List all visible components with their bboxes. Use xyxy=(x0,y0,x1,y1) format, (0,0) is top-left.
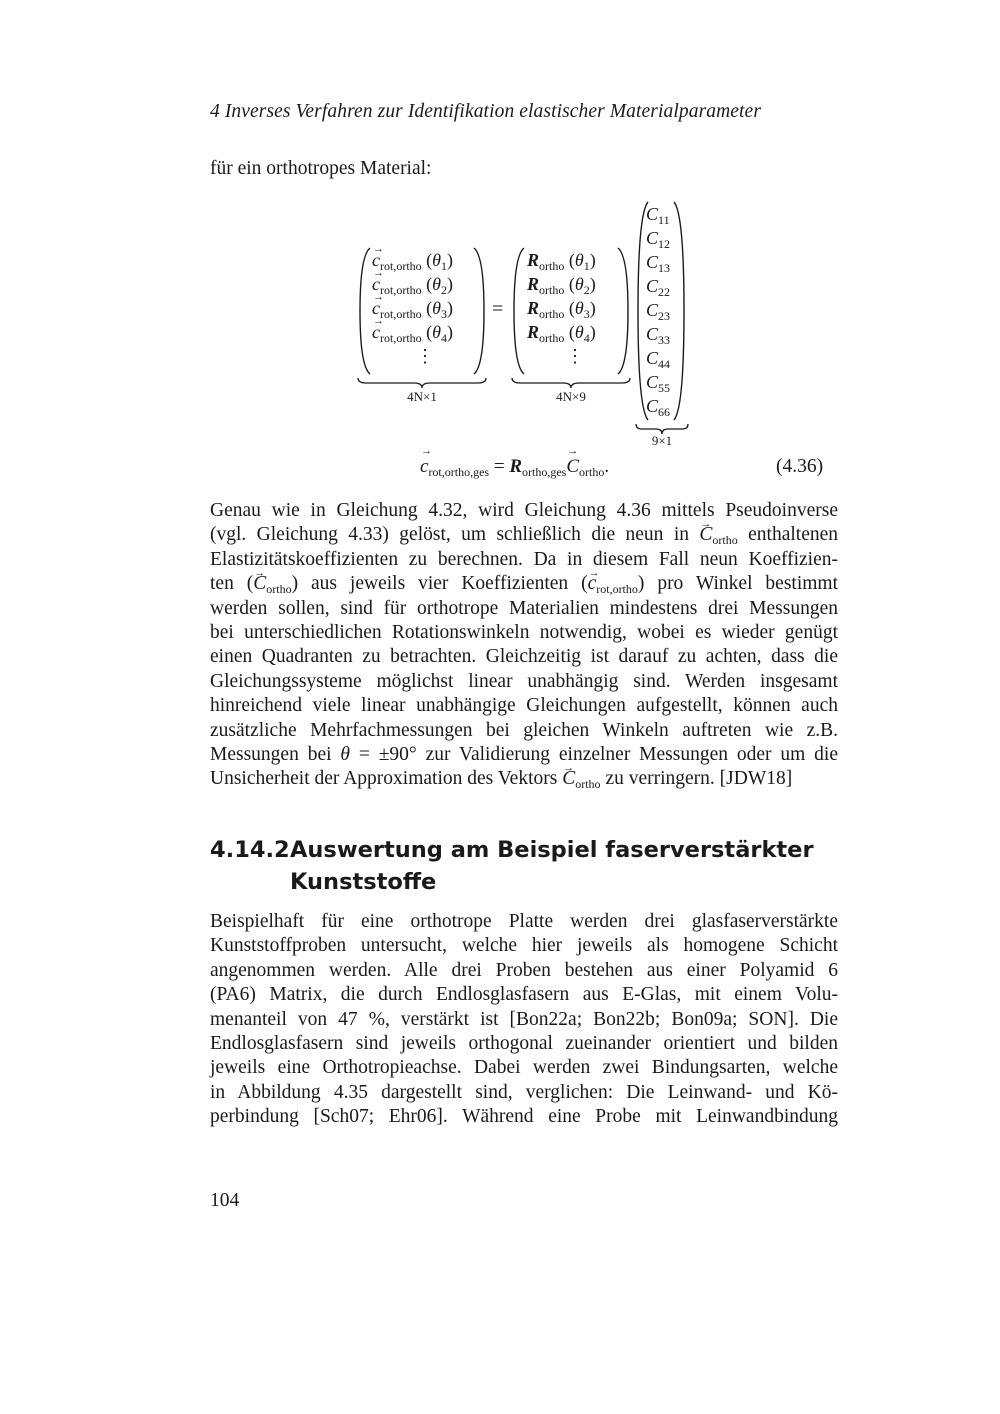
equation-number: (4.36) xyxy=(776,456,824,477)
right-vector-entry: $C_{23}$ xyxy=(646,300,671,323)
text-line: Genau wie in Gleichung 4.32, wird Gleichung 4.36 mittels Pseudoinverse xyxy=(210,500,838,521)
running-header: 4 Inverses Verfahren zur Identifikation elastischer Materialparameter xyxy=(210,101,762,122)
text-line: angenommen werden. Alle drei Proben bestehen aus einer Polyamid 6 xyxy=(210,959,838,981)
text-line: einen Quadranten zu betrachten. Gleichzeitig ist darauf zu achten, dass die xyxy=(210,646,838,668)
right-vector-entry: $C_{55}$ xyxy=(646,372,671,395)
middle-matrix-dots: ⋮ xyxy=(566,346,584,366)
text-line: Elastizitätskoeffizienten zu berechnen. Da in diesem Fall neun Koeffizien- xyxy=(210,548,838,570)
middle-matrix-row: $R_{ortho}$ $(\theta_2)$ xyxy=(527,274,596,297)
right-dim-label: 9×1 xyxy=(651,433,673,448)
left-vector xyxy=(358,246,486,376)
text-line: (PA6) Matrix, die durch Endlosglasfasern aus E-Glas, mit einem Volu- xyxy=(210,984,838,1006)
paragraph-glass-fiber xyxy=(210,910,838,1130)
section-title-cont: Kunststoffe xyxy=(290,869,437,895)
text-line: jeweils eine Orthotropieachse. Dabei werden zwei Bindungsarten, welche xyxy=(210,1057,838,1079)
middle-matrix-row: $R_{ortho}$ $(\theta_3)$ xyxy=(527,298,596,321)
text-line: Messungen bei θ = ±90° zur Validierung einzelner Messungen oder um die xyxy=(210,744,839,766)
left-vector-row: → $c_{rot,ortho}$ $(\theta_4)$ xyxy=(372,320,453,344)
text-line: zusätzliche Mehrfachmessungen bei gleichen Winkeln auftreten wie z.B. xyxy=(210,719,838,741)
right-vector xyxy=(636,200,686,422)
equation-compact: → $c_{rot,ortho,ges} = R_{ortho,ges}\to C_{ortho}$. xyxy=(420,456,609,478)
left-paren xyxy=(512,246,526,376)
text-line: in Abbildung 4.35 dargestellt sind, verglichen: Die Leinwand- und Kö- xyxy=(210,1081,838,1103)
middle-dim-label: 4N×9 xyxy=(556,389,586,404)
paragraph-pseudoinverse xyxy=(210,499,838,792)
right-vector-entry: $C_{66}$ xyxy=(646,396,671,419)
text-line: ten (→ $C_{ortho}$) aus jeweils vier Koeffizienten (→ $c_{rot,ortho}$) pro Winkel bestimmt xyxy=(210,572,838,596)
right-vector-entry: $C_{12}$ xyxy=(646,228,671,251)
right-vector-entry: $C_{33}$ xyxy=(646,324,671,347)
section-heading xyxy=(210,834,840,898)
right-vector-entry: $C_{44}$ xyxy=(646,348,671,371)
left-vector-dots: ⋮ xyxy=(416,346,434,366)
right-paren xyxy=(616,246,630,376)
right-vector-entry: $C_{13}$ xyxy=(646,252,671,275)
middle-matrix-row: $R_{ortho}$ $(\theta_1)$ xyxy=(527,250,596,273)
section-number: 4.14.2 xyxy=(210,837,290,863)
left-vector-row: → $c_{rot,ortho}$ $(\theta_1)$ xyxy=(372,248,453,272)
text-line: Unsicherheit der Approximation des Vektors → $C_{ortho}$ zu verringern. [JDW18] xyxy=(210,767,838,791)
right-vector-entry: $C_{11}$ xyxy=(646,204,670,227)
text-line: Gleichungssysteme möglichst linear unabhängig sind. Werden insgesamt xyxy=(210,670,838,692)
text-line: hinreichend viele linear unabhängige Gleichungen aufgestellt, können auch xyxy=(210,695,838,717)
text-line: Beispielhaft für eine orthotrope Platte werden drei glasfaserverstärkte xyxy=(210,911,838,932)
text-line: (vgl. Gleichung 4.33) gelöst, um schließlich die neun in → $C_{ortho}$ enthaltenen xyxy=(210,523,838,547)
left-vector-row: → $c_{rot,ortho}$ $(\theta_2)$ xyxy=(372,272,453,296)
middle-matrix xyxy=(512,246,630,376)
section-title: Auswertung am Beispiel faserverstärkter xyxy=(290,837,814,863)
text-line: Endlosglasfasern sind jeweils orthogonal zueinander orientiert und bilden xyxy=(210,1033,838,1055)
text-line: Kunststoffproben untersucht, welche hier jeweils als homogene Schicht xyxy=(210,935,838,957)
text-line: menanteil von 47 %, verstärkt ist [Bon22a; Bon22b; Bon09a; SON]. Die xyxy=(210,1008,838,1030)
text-line: werden sollen, sind für orthotrope Materialien mindestens drei Messungen xyxy=(210,597,838,619)
right-paren xyxy=(672,200,686,422)
middle-matrix-row: $R_{ortho}$ $(\theta_4)$ xyxy=(527,322,596,345)
page-number: 104 xyxy=(210,1190,240,1211)
right-paren xyxy=(472,246,486,376)
middle-underbrace xyxy=(510,376,632,390)
left-underbrace xyxy=(356,376,488,390)
equals-sign: = xyxy=(492,298,504,320)
left-vector-row: → $c_{rot,ortho}$ $(\theta_3)$ xyxy=(372,296,453,320)
left-paren xyxy=(358,246,372,376)
text-line: bei unterschiedlichen Rotationswinkeln notwendig, wobei es wieder genügt xyxy=(210,622,838,644)
text-line: perbindung [Sch07; Ehr06]. Während eine Probe mit Leinwandbindung xyxy=(210,1106,838,1128)
left-dim-label: 4N×1 xyxy=(407,389,437,404)
intro-text: für ein orthotropes Material: xyxy=(210,158,432,179)
right-vector-entry: $C_{22}$ xyxy=(646,276,671,299)
